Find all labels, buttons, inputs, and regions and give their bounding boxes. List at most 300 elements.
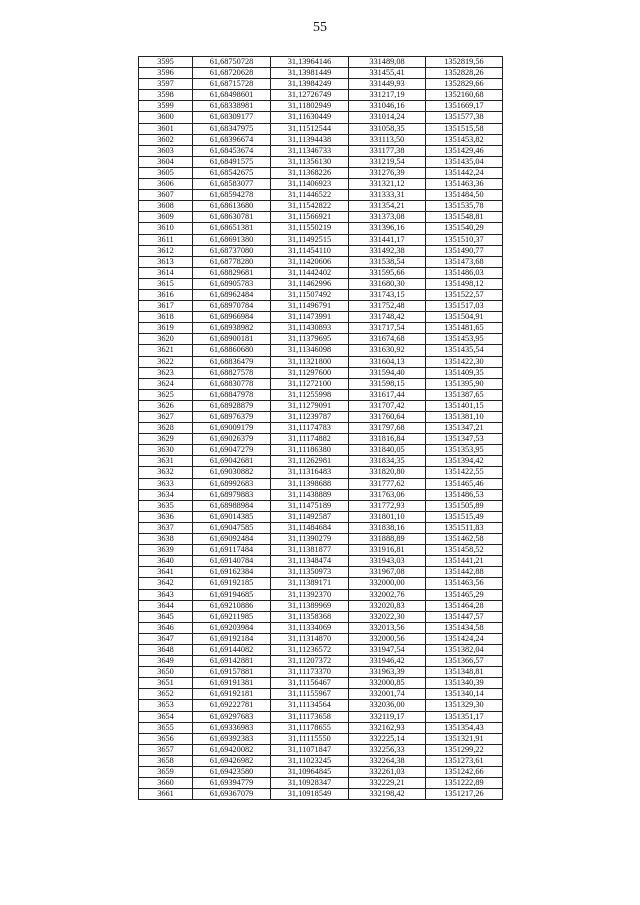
table-row [139, 478, 503, 489]
cell-lat: 61,69014385 [193, 511, 271, 522]
table-row [139, 489, 503, 500]
table-row [139, 123, 503, 134]
table-row [139, 522, 503, 533]
cell-lat: 61,69367079 [193, 789, 271, 800]
cell-lat: 61,68976379 [193, 412, 271, 423]
cell-lat: 61,68860680 [193, 345, 271, 356]
cell-num: 3645 [139, 611, 193, 622]
cell-lat: 61,69194685 [193, 589, 271, 600]
cell-num: 3660 [139, 778, 193, 789]
cell-y: 1351340,39 [426, 678, 503, 689]
cell-y: 1351435,04 [426, 156, 503, 167]
table-row [139, 289, 503, 300]
cell-lon: 31,11115550 [271, 733, 349, 744]
cell-y: 1351321,91 [426, 733, 503, 744]
cell-y: 1351429,46 [426, 145, 503, 156]
table-row [139, 644, 503, 655]
cell-lon: 31,11394438 [271, 134, 349, 145]
cell-lon: 31,11316483 [271, 467, 349, 478]
cell-lon: 31,11350973 [271, 567, 349, 578]
cell-y: 1351441,21 [426, 556, 503, 567]
cell-lon: 31,11186380 [271, 445, 349, 456]
cell-lon: 31,11442402 [271, 267, 349, 278]
cell-y: 1351540,29 [426, 223, 503, 234]
cell-num: 3633 [139, 478, 193, 489]
table-row [139, 79, 503, 90]
cell-x: 332002,76 [349, 589, 426, 600]
cell-y: 1351453,95 [426, 334, 503, 345]
cell-x: 332000,85 [349, 678, 426, 689]
cell-x: 331801,10 [349, 511, 426, 522]
cell-num: 3661 [139, 789, 193, 800]
cell-lat: 61,69336983 [193, 722, 271, 733]
cell-lat: 61,69092484 [193, 534, 271, 545]
cell-lat: 61,68737080 [193, 245, 271, 256]
table-row [139, 678, 503, 689]
cell-lat: 61,69157881 [193, 667, 271, 678]
table-row [139, 767, 503, 778]
cell-y: 1351351,17 [426, 711, 503, 722]
cell-lon: 31,11348474 [271, 556, 349, 567]
cell-y: 1351442,88 [426, 567, 503, 578]
table-row [139, 57, 503, 68]
cell-y: 1351515,49 [426, 511, 503, 522]
cell-y: 1351465,46 [426, 478, 503, 489]
cell-num: 3597 [139, 79, 193, 90]
cell-num: 3607 [139, 190, 193, 201]
cell-lon: 31,11358368 [271, 611, 349, 622]
cell-y: 1351347,21 [426, 423, 503, 434]
table-row [139, 423, 503, 434]
cell-lat: 61,68827578 [193, 367, 271, 378]
cell-lon: 31,11473991 [271, 312, 349, 323]
cell-x: 331707,42 [349, 400, 426, 411]
cell-y: 1351222,89 [426, 778, 503, 789]
cell-x: 331598,15 [349, 378, 426, 389]
cell-x: 331441,17 [349, 234, 426, 245]
cell-lat: 61,69192184 [193, 633, 271, 644]
cell-num: 3652 [139, 689, 193, 700]
cell-lat: 61,69192185 [193, 578, 271, 589]
cell-num: 3655 [139, 722, 193, 733]
cell-x: 331333,31 [349, 190, 426, 201]
cell-x: 331963,39 [349, 667, 426, 678]
cell-y: 1351353,95 [426, 445, 503, 456]
cell-y: 1351504,91 [426, 312, 503, 323]
table-row [139, 656, 503, 667]
cell-y: 1352828,26 [426, 68, 503, 79]
cell-num: 3613 [139, 256, 193, 267]
table-row [139, 156, 503, 167]
cell-lat: 61,69142881 [193, 656, 271, 667]
cell-lon: 31,13984249 [271, 79, 349, 90]
cell-y: 1351458,52 [426, 545, 503, 556]
cell-num: 3637 [139, 522, 193, 533]
table-row [139, 534, 503, 545]
cell-num: 3650 [139, 667, 193, 678]
table-row [139, 778, 503, 789]
cell-num: 3638 [139, 534, 193, 545]
table-row [139, 90, 503, 101]
cell-lat: 61,68900181 [193, 334, 271, 345]
cell-num: 3595 [139, 57, 193, 68]
cell-lon: 31,11507492 [271, 289, 349, 300]
table-row [139, 323, 503, 334]
coordinates-table-body [139, 57, 503, 800]
cell-lon: 31,11430893 [271, 323, 349, 334]
cell-x: 332000,56 [349, 633, 426, 644]
cell-x: 332261,03 [349, 767, 426, 778]
table-row [139, 367, 503, 378]
cell-lat: 61,68720628 [193, 68, 271, 79]
table-row [139, 145, 503, 156]
cell-num: 3651 [139, 678, 193, 689]
cell-y: 1351484,50 [426, 190, 503, 201]
cell-num: 3639 [139, 545, 193, 556]
cell-y: 1351340,14 [426, 689, 503, 700]
table-row [139, 312, 503, 323]
cell-x: 331617,44 [349, 389, 426, 400]
cell-x: 331058,35 [349, 123, 426, 134]
cell-lon: 31,11023245 [271, 755, 349, 766]
cell-lat: 61,69423580 [193, 767, 271, 778]
cell-y: 1351242,66 [426, 767, 503, 778]
cell-y: 1351395,90 [426, 378, 503, 389]
cell-x: 332229,21 [349, 778, 426, 789]
cell-lat: 61,69211985 [193, 611, 271, 622]
cell-y: 1351505,89 [426, 500, 503, 511]
cell-lat: 61,69191381 [193, 678, 271, 689]
table-row [139, 378, 503, 389]
cell-lon: 31,11475189 [271, 500, 349, 511]
cell-x: 331354,21 [349, 201, 426, 212]
cell-lat: 61,68594278 [193, 190, 271, 201]
cell-lon: 31,11297600 [271, 367, 349, 378]
cell-y: 1351515,58 [426, 123, 503, 134]
cell-lat: 61,69392383 [193, 733, 271, 744]
cell-x: 332013,56 [349, 622, 426, 633]
table-row [139, 567, 503, 578]
cell-lat: 61,68988984 [193, 500, 271, 511]
cell-x: 331888,89 [349, 534, 426, 545]
cell-y: 1351498,12 [426, 278, 503, 289]
cell-y: 1351463,56 [426, 578, 503, 589]
table-row [139, 689, 503, 700]
cell-y: 1351382,04 [426, 644, 503, 655]
cell-num: 3654 [139, 711, 193, 722]
cell-y: 1351299,22 [426, 744, 503, 755]
cell-lat: 61,69162384 [193, 567, 271, 578]
cell-num: 3601 [139, 123, 193, 134]
cell-x: 331816,84 [349, 434, 426, 445]
table-row [139, 223, 503, 234]
cell-x: 331604,13 [349, 356, 426, 367]
cell-lon: 31,11542822 [271, 201, 349, 212]
cell-lat: 61,69203984 [193, 622, 271, 633]
cell-x: 331840,05 [349, 445, 426, 456]
cell-num: 3612 [139, 245, 193, 256]
cell-lat: 61,68979883 [193, 489, 271, 500]
cell-lon: 31,11462996 [271, 278, 349, 289]
cell-x: 331748,42 [349, 312, 426, 323]
cell-num: 3617 [139, 301, 193, 312]
cell-lat: 61,69394779 [193, 778, 271, 789]
cell-y: 1351273,61 [426, 755, 503, 766]
cell-num: 3610 [139, 223, 193, 234]
cell-y: 1351366,57 [426, 656, 503, 667]
cell-lon: 31,11346098 [271, 345, 349, 356]
cell-num: 3604 [139, 156, 193, 167]
cell-lon: 31,11334069 [271, 622, 349, 633]
cell-x: 331838,16 [349, 522, 426, 533]
cell-num: 3634 [139, 489, 193, 500]
cell-lon: 31,11236572 [271, 644, 349, 655]
cell-lat: 61,68829681 [193, 267, 271, 278]
cell-lat: 61,69140784 [193, 556, 271, 567]
cell-y: 1351669,17 [426, 101, 503, 112]
cell-lon: 31,11389171 [271, 578, 349, 589]
cell-y: 1352829,66 [426, 79, 503, 90]
cell-lon: 31,10918549 [271, 789, 349, 800]
cell-lon: 31,11346733 [271, 145, 349, 156]
table-row [139, 733, 503, 744]
cell-x: 331396,16 [349, 223, 426, 234]
cell-lon: 31,11272100 [271, 378, 349, 389]
cell-lon: 31,11566921 [271, 212, 349, 223]
cell-lat: 61,68970784 [193, 301, 271, 312]
cell-num: 3620 [139, 334, 193, 345]
cell-num: 3658 [139, 755, 193, 766]
table-row [139, 545, 503, 556]
table-row [139, 267, 503, 278]
cell-y: 1351387,65 [426, 389, 503, 400]
cell-lat: 61,68583077 [193, 179, 271, 190]
cell-x: 331538,54 [349, 256, 426, 267]
cell-lon: 31,11389969 [271, 600, 349, 611]
cell-y: 1351354,43 [426, 722, 503, 733]
cell-x: 332225,14 [349, 733, 426, 744]
cell-y: 1351548,81 [426, 212, 503, 223]
table-row [139, 500, 503, 511]
cell-num: 3644 [139, 600, 193, 611]
table-row [139, 201, 503, 212]
cell-num: 3632 [139, 467, 193, 478]
cell-num: 3598 [139, 90, 193, 101]
cell-num: 3622 [139, 356, 193, 367]
cell-x: 331046,16 [349, 101, 426, 112]
cell-lat: 61,69047585 [193, 522, 271, 533]
cell-lon: 31,11484684 [271, 522, 349, 533]
cell-lat: 61,68938982 [193, 323, 271, 334]
table-row [139, 611, 503, 622]
cell-lon: 31,11512544 [271, 123, 349, 134]
table-row [139, 301, 503, 312]
cell-lon: 31,13964146 [271, 57, 349, 68]
table-row [139, 179, 503, 190]
cell-lat: 61,68651381 [193, 223, 271, 234]
cell-y: 1351486,03 [426, 267, 503, 278]
cell-lat: 61,68962484 [193, 289, 271, 300]
cell-lon: 31,10928347 [271, 778, 349, 789]
cell-y: 1351442,24 [426, 167, 503, 178]
table-row [139, 711, 503, 722]
cell-lon: 31,11156467 [271, 678, 349, 689]
cell-x: 331276,39 [349, 167, 426, 178]
cell-lon: 31,11207372 [271, 656, 349, 667]
cell-x: 331947,54 [349, 644, 426, 655]
cell-lat: 61,68750728 [193, 57, 271, 68]
cell-x: 331492,38 [349, 245, 426, 256]
cell-lat: 61,69192181 [193, 689, 271, 700]
cell-lon: 31,11071847 [271, 744, 349, 755]
cell-num: 3600 [139, 112, 193, 123]
cell-lon: 31,11279091 [271, 400, 349, 411]
cell-lon: 31,11368226 [271, 167, 349, 178]
table-row [139, 134, 503, 145]
cell-num: 3635 [139, 500, 193, 511]
cell-x: 331455,41 [349, 68, 426, 79]
cell-x: 331946,42 [349, 656, 426, 667]
cell-num: 3611 [139, 234, 193, 245]
cell-y: 1351453,82 [426, 134, 503, 145]
table-row [139, 667, 503, 678]
cell-y: 1351401,15 [426, 400, 503, 411]
cell-lon: 31,11262981 [271, 456, 349, 467]
cell-lon: 31,11134564 [271, 700, 349, 711]
cell-lat: 61,68691380 [193, 234, 271, 245]
cell-y: 1352819,56 [426, 57, 503, 68]
cell-x: 331321,12 [349, 179, 426, 190]
cell-y: 1351517,03 [426, 301, 503, 312]
cell-lon: 31,11446522 [271, 190, 349, 201]
cell-num: 3625 [139, 389, 193, 400]
cell-num: 3628 [139, 423, 193, 434]
cell-lon: 31,11321800 [271, 356, 349, 367]
cell-lon: 31,11173658 [271, 711, 349, 722]
cell-y: 1351409,35 [426, 367, 503, 378]
cell-x: 331373,08 [349, 212, 426, 223]
cell-lat: 61,69047279 [193, 445, 271, 456]
cell-x: 332264,38 [349, 755, 426, 766]
cell-lat: 61,68847978 [193, 389, 271, 400]
cell-x: 332198,42 [349, 789, 426, 800]
cell-num: 3621 [139, 345, 193, 356]
table-row [139, 112, 503, 123]
cell-x: 332162,93 [349, 722, 426, 733]
cell-lat: 61,69420082 [193, 744, 271, 755]
table-row [139, 578, 503, 589]
table-row [139, 589, 503, 600]
cell-y: 1351447,57 [426, 611, 503, 622]
table-row [139, 356, 503, 367]
cell-lon: 31,11454110 [271, 245, 349, 256]
table-row [139, 190, 503, 201]
cell-x: 331943,03 [349, 556, 426, 567]
cell-x: 331594,40 [349, 367, 426, 378]
table-row [139, 633, 503, 644]
cell-x: 332000,00 [349, 578, 426, 589]
cell-lat: 61,68309177 [193, 112, 271, 123]
cell-num: 3602 [139, 134, 193, 145]
table-row [139, 412, 503, 423]
cell-y: 1351217,26 [426, 789, 503, 800]
cell-num: 3605 [139, 167, 193, 178]
cell-lat: 61,68453674 [193, 145, 271, 156]
table-row [139, 467, 503, 478]
cell-lat: 61,68347975 [193, 123, 271, 134]
cell-lon: 31,11630449 [271, 112, 349, 123]
cell-lon: 31,11174783 [271, 423, 349, 434]
cell-lon: 31,11398688 [271, 478, 349, 489]
cell-lon: 31,11178655 [271, 722, 349, 733]
cell-num: 3653 [139, 700, 193, 711]
cell-x: 331674,68 [349, 334, 426, 345]
cell-num: 3659 [139, 767, 193, 778]
cell-lon: 31,11255998 [271, 389, 349, 400]
cell-num: 3608 [139, 201, 193, 212]
table-row [139, 445, 503, 456]
cell-num: 3643 [139, 589, 193, 600]
cell-lon: 31,11802949 [271, 101, 349, 112]
cell-lon: 31,11492515 [271, 234, 349, 245]
cell-lon: 31,11314870 [271, 633, 349, 644]
cell-y: 1351329,30 [426, 700, 503, 711]
cell-y: 1351348,81 [426, 667, 503, 678]
cell-lon: 31,11392370 [271, 589, 349, 600]
cell-y: 1351463,36 [426, 179, 503, 190]
cell-x: 332256,33 [349, 744, 426, 755]
cell-y: 1351465,29 [426, 589, 503, 600]
cell-x: 331772,93 [349, 500, 426, 511]
cell-y: 1351422,30 [426, 356, 503, 367]
cell-lat: 61,69042681 [193, 456, 271, 467]
cell-num: 3624 [139, 378, 193, 389]
table-row [139, 68, 503, 79]
cell-lat: 61,68630781 [193, 212, 271, 223]
cell-y: 1352160,68 [426, 90, 503, 101]
cell-num: 3642 [139, 578, 193, 589]
cell-x: 331717,54 [349, 323, 426, 334]
cell-lon: 31,11438889 [271, 489, 349, 500]
cell-num: 3640 [139, 556, 193, 567]
cell-y: 1351522,57 [426, 289, 503, 300]
cell-x: 331820,80 [349, 467, 426, 478]
cell-num: 3636 [139, 511, 193, 522]
cell-x: 331113,50 [349, 134, 426, 145]
cell-x: 331752,48 [349, 301, 426, 312]
cell-lat: 61,68715728 [193, 79, 271, 90]
table-row [139, 622, 503, 633]
cell-x: 332119,17 [349, 711, 426, 722]
table-row [139, 434, 503, 445]
cell-lat: 61,68836479 [193, 356, 271, 367]
cell-num: 3596 [139, 68, 193, 79]
cell-num: 3641 [139, 567, 193, 578]
cell-x: 331680,30 [349, 278, 426, 289]
cell-y: 1351510,37 [426, 234, 503, 245]
table-row [139, 600, 503, 611]
cell-lat: 61,69297683 [193, 711, 271, 722]
table-row [139, 456, 503, 467]
cell-x: 331916,81 [349, 545, 426, 556]
cell-x: 331217,19 [349, 90, 426, 101]
cell-lon: 31,11155967 [271, 689, 349, 700]
cell-y: 1351473,68 [426, 256, 503, 267]
table-row [139, 511, 503, 522]
cell-lat: 61,68905783 [193, 278, 271, 289]
cell-num: 3616 [139, 289, 193, 300]
cell-y: 1351481,65 [426, 323, 503, 334]
